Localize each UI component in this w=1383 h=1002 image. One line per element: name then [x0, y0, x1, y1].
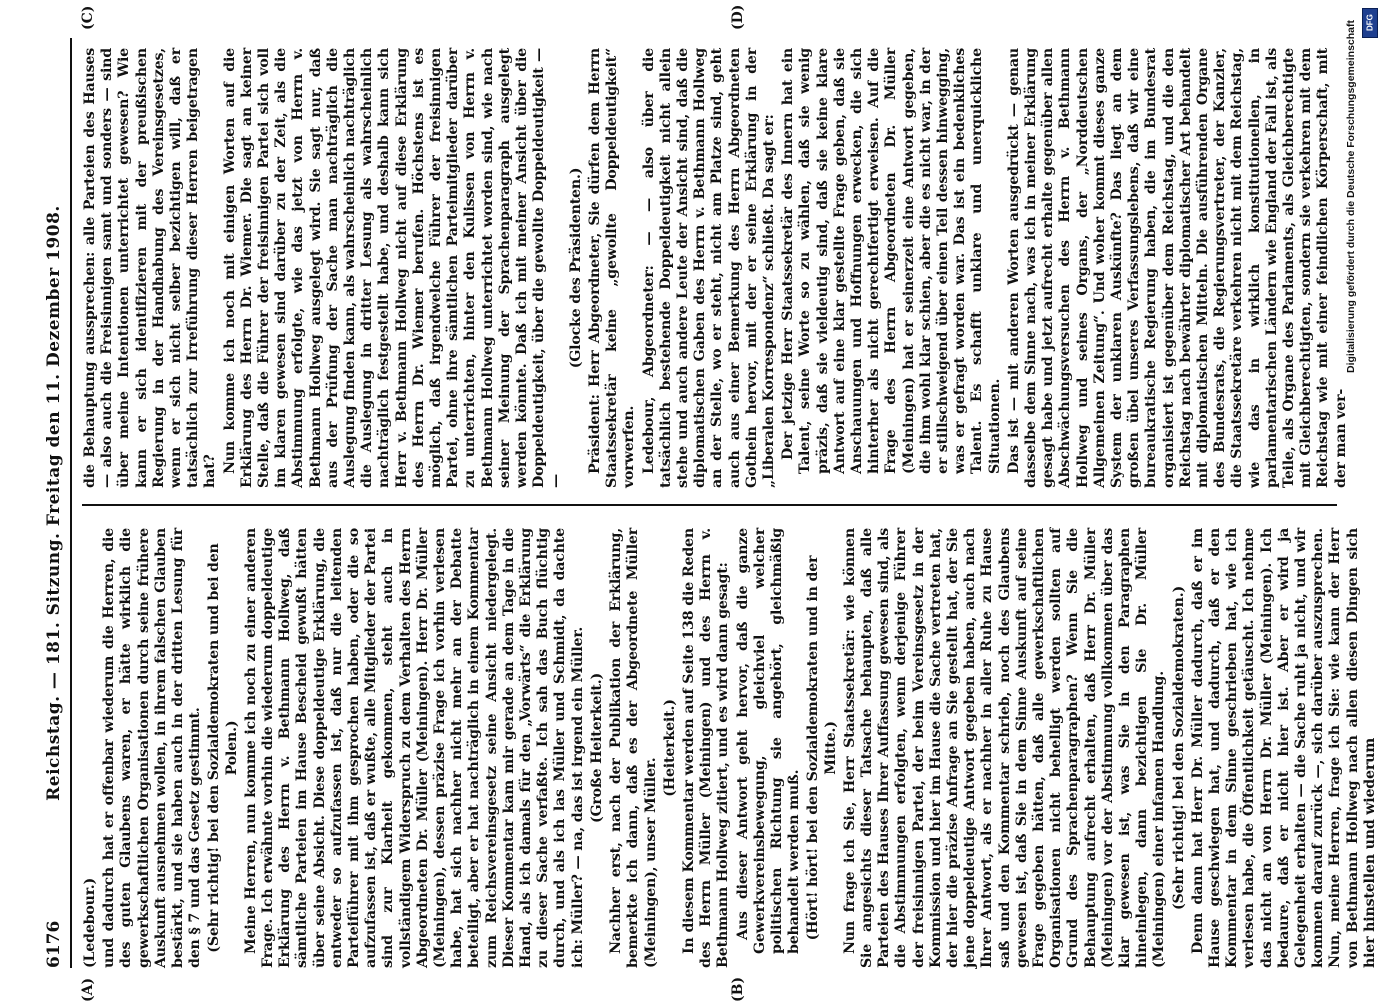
- paragraph: Meine Herren, nun komme ich noch zu einer anderen Frage. Ich erwähnte vorhin die wiederum doppeldeutige Erklärung des Herrn v. Bethmann Hollweg, daß sämtliche Parteien im Hause Bescheid gewußt hätten über seine Absicht. Diese doppeldeutige Erklärung, die entweder so aufzufassen ist, daß nur die leitenden Parteiführer mit ihm gesprochen haben, oder die so aufzufassen ist, daß er wußte, alle Mitglieder der Partei sind zur Klarheit gekommen, steht auch in vollständigem Widerspruch zu dem Verhalten des Herrn Abgeordneten Dr. Müller (Meiningen). Herr Dr. Müller (Meiningen), dessen präzise Frage ich vorhin verlesen habe, hat sich nachher nicht mehr an der Debatte beteiligt, aber er hat nachträglich in einem Kommentar zum Reichsvereinsgesetz seine Ansicht niedergelegt. Dieser Kommentar kam mir gerade an dem Tage in die Hand, als ich damals für den „Vorwärts“ die Erklärung zu dieser Sache verfaßte. Ich sah das Buch flüchtig durch, und als ich las Müller und Schmidt, da dachte ich: Müller? — na, das ist irgend ein Müller.: [242, 528, 586, 968]
- paragraph: Nachher erst, nach der Publikation der Erklärung, bemerkte ich dann, daß es der Abgeordnete Müller (Meiningen), unser Müller.: [608, 528, 659, 968]
- paragraph: und dadurch hat er offenbar wiederum die Herren, die des guten Glaubens waren, er hätte wirklich die gewerkschaftlichen Organisationen durch seine frühere Auskunft ausnehmen wollen, in ihrem falschen Glauben bestärkt, und sie haben auch in der dritten Lesung für den § 7 und das Gesetz gestimmt.: [101, 528, 204, 968]
- interjection: (Sehr richtig! bei den Sozialdemokraten.): [1170, 585, 1187, 911]
- paragraph: Denn dann hat Herr Dr. Müller dadurch, daß er im Hause geschwiegen hat, und dadurch, daß er den Kommentar in dem Sinne geschrieben hat, wie ich verlesen habe, die Öffentlichkeit getäuscht. Ich nehme das nicht an von Herrn Dr. Müller (Meiningen). Ich bedaure, daß er nicht hier ist. Aber er wird ja Gelegenheit erhalten — die Sache ruht ja nicht, und wir kommen darauf zurück —, sich darüber auszusprechen. Nun, meine Herren, frage ich Sie: wie kann der Herr von Bethmann Hollweg nach allen diesen Dingen sich hier hinstellen und wiederum: [1189, 528, 1378, 968]
- margin-marker-a: (A): [80, 977, 96, 1002]
- interjection: (Hört! hört! bei den Sozialdemokraten und in der Mitte.): [805, 555, 839, 941]
- margin-marker-b: (B): [730, 976, 746, 1002]
- margin-marker-d: (D): [730, 4, 746, 30]
- paragraph: In diesem Kommentar werden auf Seite 138 die Reden des Herrn Müller (Meiningen) und des Herrn v. Bethmann Hollweg zitiert, und es wird dann gesagt:: [680, 528, 732, 968]
- quotation: Der jetzige Herr Staatssekretär des Innern hat ein Talent, seine Worte so zu wählen, daß sie wenig präzis, daß sie vieldeutig sind, daß sie keine klare Antwort auf eine klar gestellte Frage geben, daß sie Anschauungen und Hoffnungen erwecken, die sich hinterher als nicht gerechtfertigt erweisen. Auf die Frage des Herrn Abgeordneten Dr. Müller (Meiningen) hat er seinerzeit eine Antwort gegeben, die ihm wohl klar schien, aber die es nicht war, in der er stillschweigend über einen Teil dessen hinwegging, was er gefragt worden war. Das ist ein bedenkliches Talent. Es schafft unklare und unerquickliche Situationen.: [780, 48, 1003, 474]
- column-divider: [82, 504, 1337, 506]
- page-running-title: Reichstag. — 181. Sitzung. Freitag den 11. Dezember 1908.: [44, 205, 64, 801]
- dfg-logo: DFG: [1362, 8, 1378, 38]
- page-header: [40, 38, 72, 968]
- interjection: (Heiterkeit.): [661, 699, 678, 797]
- paragraph: Das ist — mit anderen Worten ausgedrückt — genau dasselbe dem Sinne nach, was ich in meiner Erklärung gesagt habe und jetzt aufrecht erhalte gegenüber allen Abschwächungsversuchen des Herrn v. Bethmann Hollweg und seines Organs, der „Norddeutschen Allgemeinen Zeitung“. Und woher kommt dieses ganze System der unklaren Auskünfte? Das liegt an dem großen übel unseres Verfassungslebens, daß wir eine bureaukratische Regierung haben, die im Bundesrat organisiert ist gegenüber dem Reichstag, und die den Reichstag nach bewährter diplomatischer Art behandelt mit diplomatischen Mitteln. Die ausführenden Organe des Bundesrats, die Regierungsvertreter, der Kanzler, die Staatssekretäre verkehren nicht mit dem Reichstag, wie das in wirklich konstitutionellen, in parlamentarischen Ländern wie England der Fall ist, als Teile, als Organe des Parlaments, als Gleichberechtigte mit Gleichberechtigten, sondern sie verkehren mit dem Reichstag wie mit einer feindlichen Körperschaft, mit der man ver-: [1005, 48, 1349, 488]
- speaker-paragraph: Ledebour, Abgeordneter: — — also über die tatsächlich bestehende Doppeldeutigkeit nicht allein stehe und auch andere Leute der Ansicht sind, daß die diplomatischen Gaben des Herrn v. Bethmann Hollweg an der Stelle, wo er steht, nicht am Platze sind, geht auch aus einer Bemerkung des Herrn Abgeordneten Gothein hervor, mit der er seine Erklärung in der „Liberalen Korrespondenz“ schließt. Da sagt er:: [640, 48, 777, 488]
- interjection: (Sehr richtig! bei den Sozialdemokraten und bei den Polen.): [206, 543, 240, 953]
- speaker-head: (Ledebour.): [82, 878, 98, 968]
- interjection: (Große Heiterkeit.): [588, 672, 605, 824]
- paragraph: Nun komme ich noch mit einigen Worten auf die Erklärung des Herrn Dr. Wiemer. Die sagt an keiner Stelle, daß die Führer der freisinnigen Partei sich voll im klaren gewesen sind darüber zu der Zeit, als die Abstimmung erfolgte, wie das jetzt von Herrn v. Bethmann Hollweg ausgelegt wird. Sie sagt nur, daß aus der Prüfung der Sache man nachträglich die Auslegung finden kann, als wahrscheinlich nachträglich die Auslegung in dritter Lesung als wahrscheinlich nachträglich festgestellt habe, und deshalb kann sich Herr v. Bethmann Hollweg nicht auf diese Erklärung des Herrn Dr. Wiemer berufen. Höchstens ist es möglich, daß irgendwelche Führer der freisinnigen Partei, ohne ihre sämtlichen Parteimitglieder darüber zu unterrichten, hinter den Kulissen von Herrn v. Bethmann Hollweg unterrichtet worden sind, wie nach seiner Meinung der Sprachenparagraph ausgelegt werden könnte. Daß ich mit meiner Ansicht über die Doppeldeutigkeit, über die gewollte Doppeldeutigkeit — —: [221, 48, 565, 488]
- president-paragraph: Präsident: Herr Abgeordneter, Sie dürfen dem Herrn Staatssekretär keine „gewollte Doppeldeutigkeit“ vorwerfen.: [586, 48, 638, 488]
- paragraph: die Behauptung aussprechen: alle Parteien des Hauses — also auch die Freisinnigen samt und sonders — sind über meine Intentionen unterrichtet gewesen? Wie kann er sich identifizieren mit der preußischen Regierung in der Handhabung des Vereinsgesetzes, wenn er sich nicht selber bezichtigen will, daß er tatsächlich zur Irreführung dieser Herren beigetragen hat?: [82, 48, 219, 488]
- paragraph: Nun frage ich Sie, Herr Staatssekretär: wie können Sie angesichts dieser Tatsache behaupten, daß alle Parteien des Hauses Ihrer Auffassung gewesen sind, als die Abstimmungen erfolgten, wenn derjenige Führer der freisinnigen Partei, der beim Vereinsgesetz in der Kommission und hier im Hause die Sache vertreten hat, der hier die präzise Anfrage an Sie gestellt hat, der Sie jene doppeldeutige Antwort gegeben haben, auch nach Ihrer Antwort, als er nachher in aller Ruhe zu Hause saß und den Kommentar schrieb, noch des Glaubens gewesen ist, daß Sie in dem Sinne Auskunft auf seine Frage gegeben hätten, daß alle gewerkschaftlichen Organisationen nicht behelligt werden sollten auf Grund des Sprachenparagraphen? Wenn Sie die Behauptung aufrecht erhalten, daß Herr Dr. Müller (Meiningen) vor der Abstimmung vollkommen über das klar gewesen ist, was Sie in den Paragraphen hineinlegen, dann bezichtigen Sie Dr. Müller (Meiningen) einer infamen Handlung.: [841, 528, 1168, 968]
- page-number: 6176: [44, 920, 64, 968]
- right-column: [82, 48, 1349, 488]
- quotation: Aus dieser Antwort geht hervor, daß die ganze Gewerkvereinsbewegung, gleichviel welcher politischen Richtung sie angehört, gleichmäßig behandelt werden muß.: [734, 528, 803, 954]
- digitization-note-text: Digitalisierung gefördert durch die Deutsche Forschungsgemeinschaft: [1345, 20, 1357, 373]
- margin-marker-c: (C): [80, 5, 96, 30]
- left-column: [82, 528, 1378, 968]
- digitization-note: [1340, 20, 1370, 980]
- interjection: (Glocke des Präsidenten.): [567, 167, 584, 369]
